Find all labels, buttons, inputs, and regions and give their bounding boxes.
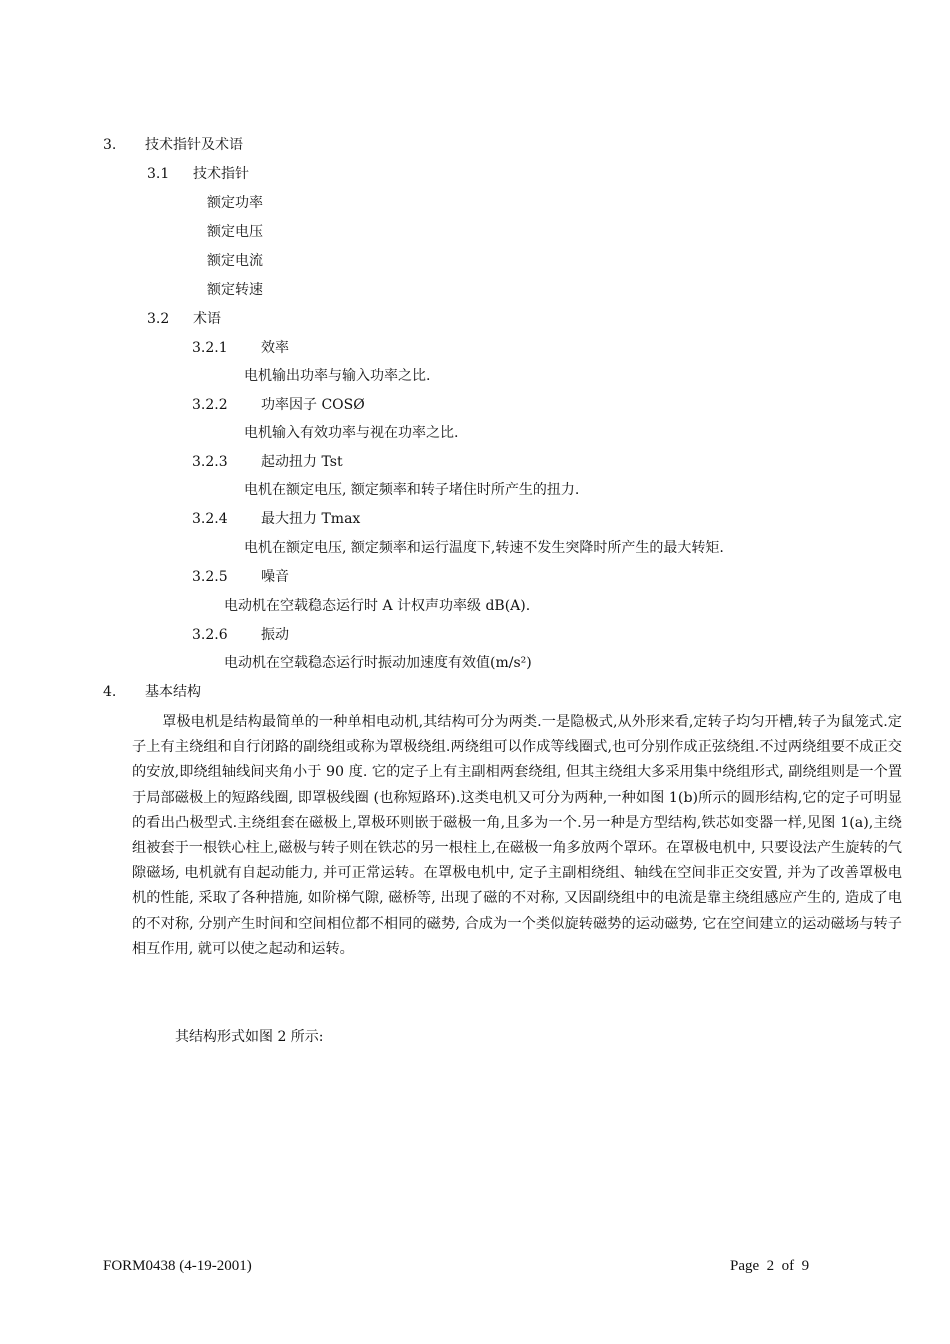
spec-item: 额定电压 (207, 224, 263, 240)
term-number: 3.2.4 (192, 511, 228, 527)
term-title: 起动扭力 Tst (261, 454, 343, 470)
section-title: 技术指针及术语 (145, 137, 243, 153)
spec-item: 额定功率 (207, 195, 263, 211)
term-title: 噪音 (261, 569, 289, 585)
body-paragraph (132, 710, 902, 962)
term-title: 最大扭力 Tmax (261, 511, 361, 527)
term-heading (192, 510, 360, 528)
term-definition: 电动机在空载稳态运行时振动加速度有效值(m/s²) (224, 655, 532, 671)
term-heading (192, 568, 289, 586)
term-number: 3.2.6 (192, 627, 228, 643)
term-definition: 电机在额定电压, 额定频率和转子堵住时所产生的扭力. (244, 482, 580, 498)
form-number: FORM0438 (4-19-2001) (103, 1258, 252, 1274)
term-heading (192, 453, 343, 471)
subsection-number: 3.1 (147, 166, 170, 182)
term-title: 振动 (261, 627, 289, 643)
closing-sentence: 其结构形式如图 2 所示: (175, 1029, 324, 1045)
term-title: 功率因子 COSØ (261, 397, 365, 413)
term-number: 3.2.5 (192, 569, 228, 585)
section-4-heading (103, 683, 201, 701)
section-3-heading (103, 136, 243, 154)
term-number: 3.2.2 (192, 397, 228, 413)
term-number: 3.2.3 (192, 454, 228, 470)
spec-item: 额定转速 (207, 282, 263, 298)
subsection-title: 术语 (193, 311, 221, 327)
subsection-number: 3.2 (147, 311, 170, 327)
term-definition: 电机在额定电压, 额定频率和运行温度下,转速不发生突降时所产生的最大转矩. (244, 540, 724, 556)
subsection-3-1-heading (147, 165, 249, 183)
page-number: Page 2 of 9 (730, 1258, 810, 1274)
section-number: 4. (103, 684, 117, 700)
term-number: 3.2.1 (192, 340, 228, 356)
term-heading (192, 396, 365, 414)
term-heading (192, 339, 289, 357)
term-title: 效率 (261, 340, 289, 356)
term-definition: 电动机在空载稳态运行时 A 计权声功率级 dB(A). (224, 598, 531, 614)
paragraph-text: 罩极电机是结构最简单的一种单相电动机,其结构可分为两类.一是隐极式,从外形来看,定转子均匀开槽,转子为鼠笼式.定子上有主绕组和自行闭路的副绕组或称为罩极绕组.两绕组可以作成等线圈式,也可分别作成正弦绕组.不过两绕组要不成正交的安放,即绕组轴线间夹角小于 90 度. 它的定子上有主副相两套绕组, 但其主绕组大多采用集中绕组形式, 副绕组则是一个置于局部磁极上的短路线圈, 即罩极线圈 (也称短路环).这类电机又可分为两种,一种如图 1(b)所示的圆形结构,它的定子可明显的看出凸极型式.主绕组套在磁极上,罩极环则嵌于磁极一角,且多为一个.另一种是方型结构,铁芯如变器一样,见图 1(a),主绕组被套于一根铁心柱上,磁极与转子则在铁芯的另一根柱上,在磁极一角多放两个罩环。在罩极电机中, 只要设法产生旋转的气隙磁场, 电机就有自起动能力, 并可正常运转。在罩极电机中, 定子主副相绕组、轴线在空间非正交安置, 并为了改善罩极电机的性能, 采取了各种措施, 如阶梯气隙, 磁桥等, 出现了磁的不对称, 又因副绕组中的电流是靠主绕组感应产生的, 造成了电的不对称, 分别产生时间和空间相位都不相同的磁势, 合成为一个类似旋转磁势的运动磁势, 它在空间建立的运动磁场与转子相互作用, 就可以使之起动和运转。 (132, 714, 902, 957)
term-heading (192, 626, 289, 644)
subsection-3-2-heading (147, 310, 221, 328)
section-title: 基本结构 (145, 684, 201, 700)
term-definition: 电机输入有效功率与视在功率之比. (244, 425, 459, 441)
spec-item: 额定电流 (207, 253, 263, 269)
section-number: 3. (103, 137, 117, 153)
term-definition: 电机输出功率与输入功率之比. (244, 368, 431, 384)
subsection-title: 技术指针 (193, 166, 249, 182)
